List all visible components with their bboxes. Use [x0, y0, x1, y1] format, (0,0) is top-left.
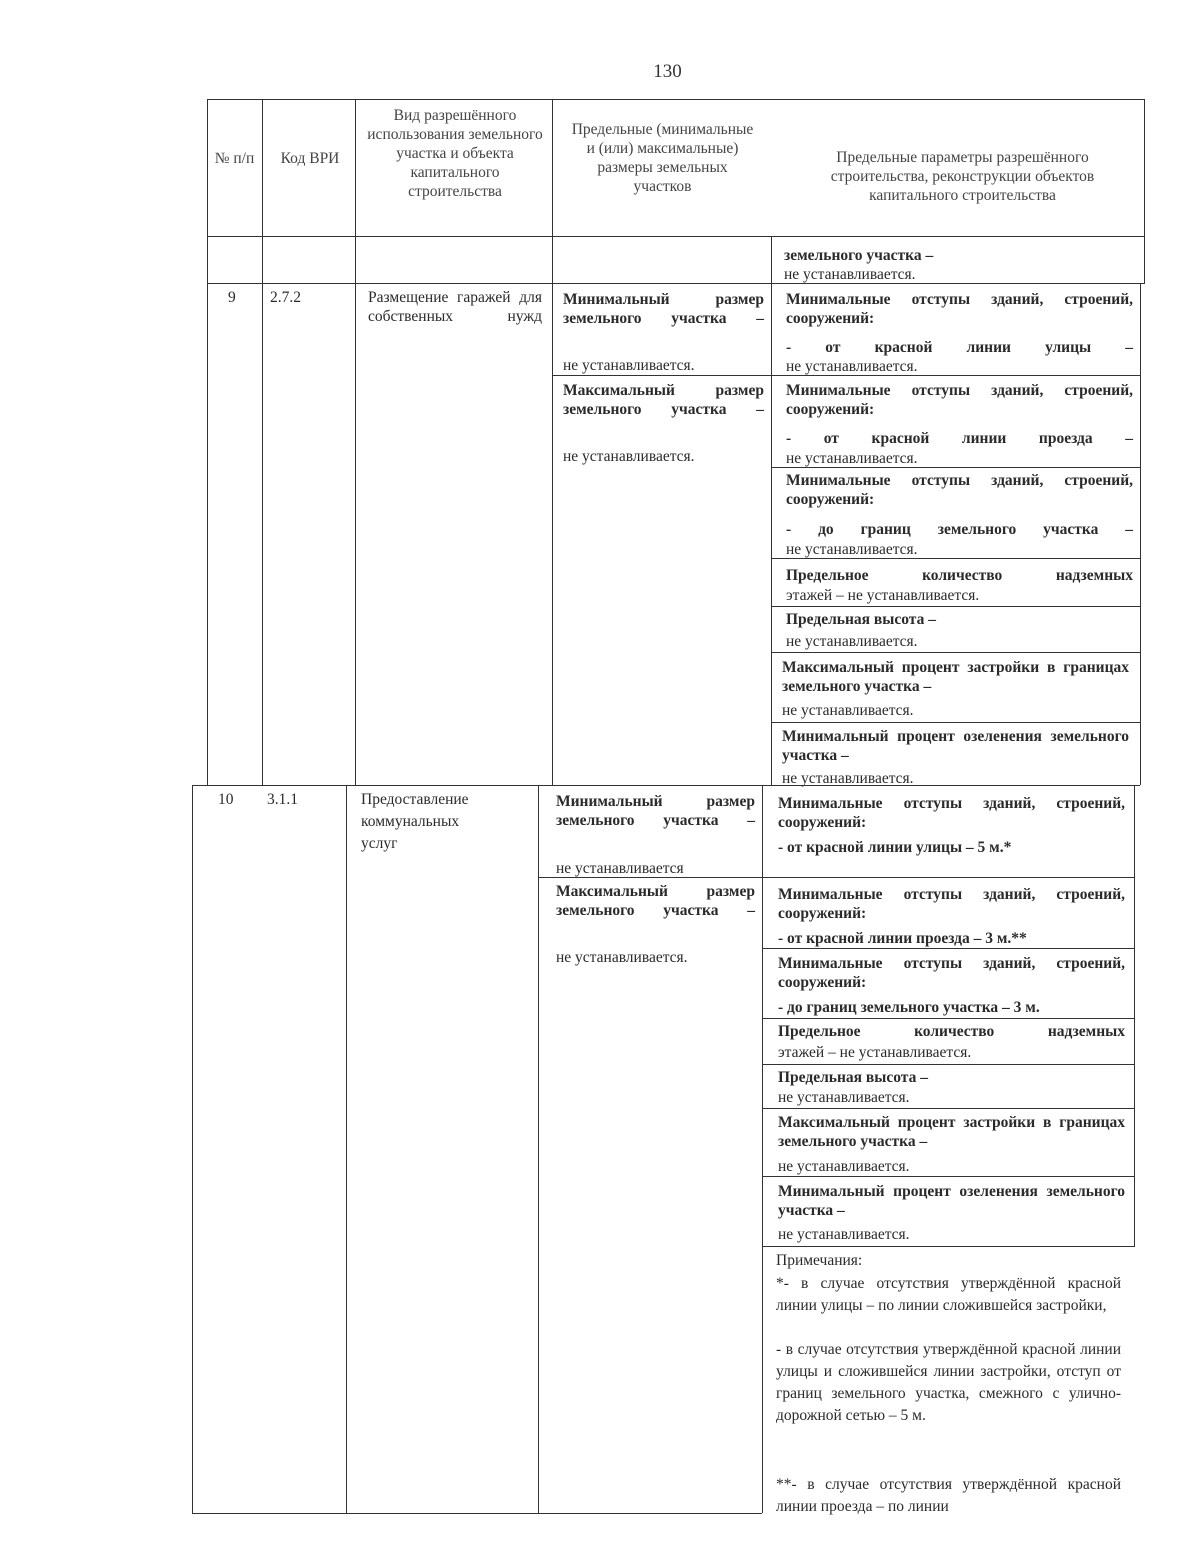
row9-p4-value: этажей – не устанавливается.	[786, 587, 980, 604]
row10-min-size-value: не устанавливается	[556, 860, 684, 877]
row10-code: 3.1.1	[267, 791, 298, 808]
row10-p3-title: Минимальные отступы зданий, строений, сооружений:	[778, 955, 1125, 991]
row10-notes-title: Примечания:	[776, 1252, 863, 1269]
header-kind: Вид разрешённого использования земельного участка и объекта капитального строительства	[367, 107, 543, 200]
row10-p2-title: Минимальные отступы зданий, строений, сооружений:	[778, 886, 1125, 922]
row10-p5-title: Предельная высота –	[778, 1069, 928, 1086]
row10-p1-item: - от красной линии улицы – 5 м.*	[778, 839, 1012, 856]
header-size: Предельные (минимальные и (или) максимальные) размеры земельных участков	[571, 121, 754, 195]
row9-p1-title: Минимальные отступы зданий, строений, сооружений:	[786, 291, 1133, 327]
row10-kind-line3: услуг	[361, 835, 398, 852]
row10-p7-value: не устанавливается.	[778, 1226, 910, 1243]
row10-p3-item: - до границ земельного участка – 3 м.	[778, 999, 1040, 1016]
row10-min-size-title: Минимальный размер земельного участка –	[556, 793, 755, 829]
row9-p7-value: не устанавливается.	[782, 770, 914, 787]
row10-p1-title: Минимальные отступы зданий, строений, сооружений:	[778, 795, 1125, 831]
row10-max-size-value: не устанавливается.	[556, 949, 688, 966]
row9-kind: Размещение гаражей для собственных нужд	[368, 289, 542, 325]
row9-p5-title: Предельная высота –	[786, 611, 936, 628]
row9-code: 2.7.2	[270, 289, 301, 306]
row10-note-1: *- в случае отсутствия утверждённой красной линии улицы – по линии сложившейся застройки,	[776, 1275, 1121, 1314]
row9-min-size-value: не устанавливается.	[563, 357, 695, 374]
row10-max-size-title: Максимальный размер земельного участка –	[556, 883, 755, 919]
row9-min-size-title: Минимальный размер земельного участка –	[563, 291, 764, 327]
row9-num: 9	[228, 289, 236, 306]
row10-note-2: - в случае отсутствия утверждённой красной линии улицы и сложившейся линии застройки, отступ от границ земельного участка, смежного с улично-дорожной сетью – 5 м.	[776, 1341, 1121, 1424]
row10-p4-value: этажей – не устанавливается.	[778, 1044, 972, 1061]
row10-p7-title: Минимальный процент озеленения земельного участка –	[778, 1183, 1125, 1219]
row9-p4-title: Предельное количество надземных	[786, 567, 1133, 584]
header-code: Код ВРИ	[280, 150, 340, 167]
page-number: 130	[653, 61, 682, 82]
row9-p6-title: Максимальный процент застройки в границах земельного участка –	[782, 659, 1129, 695]
row10-p5-value: не устанавливается.	[778, 1089, 910, 1106]
carry-over-line1: земельного участка –	[784, 247, 934, 264]
header-num: № п/п	[214, 150, 255, 167]
row10-kind-line2: коммунальных	[361, 813, 460, 830]
row9-max-size-value: не устанавливается.	[563, 448, 695, 465]
row10-p2-item: - от красной линии проезда – 3 м.**	[778, 930, 1027, 947]
row9-p3-value: не устанавливается.	[786, 541, 918, 558]
row10-p4-title: Предельное количество надземных	[778, 1023, 1125, 1040]
row10-kind-line1: Предоставление	[361, 791, 469, 808]
row9-p1-item: - от красной линии улицы –	[786, 339, 1133, 356]
carry-over-line2: не устанавливается.	[784, 266, 916, 283]
row10-p6-title: Максимальный процент застройки в границах земельного участка –	[778, 1114, 1125, 1150]
row9-p1-value: не устанавливается.	[786, 358, 918, 375]
row9-max-size-title: Максимальный размер земельного участка –	[563, 382, 764, 418]
header-params: Предельные параметры разрешённого строительства, реконструкции объектов капитального строительства	[830, 149, 1095, 204]
row10-num: 10	[218, 791, 234, 808]
row9-p3-title: Минимальные отступы зданий, строений, сооружений:	[786, 472, 1133, 508]
row9-p2-item: - от красной линии проезда –	[786, 430, 1133, 447]
row10-note-3: **- в случае отсутствия утверждённой красной линии проезда – по линии	[776, 1476, 1121, 1515]
row9-p5-value: не устанавливается.	[786, 633, 918, 650]
row9-p7-title: Минимальный процент озеленения земельного участка –	[782, 728, 1129, 764]
row9-p3-item: - до границ земельного участка –	[786, 521, 1133, 538]
row9-p2-title: Минимальные отступы зданий, строений, сооружений:	[786, 382, 1133, 418]
row10-p6-value: не устанавливается.	[778, 1158, 910, 1175]
row9-p2-value: не устанавливается.	[786, 450, 918, 467]
row9-p6-value: не устанавливается.	[782, 702, 914, 719]
